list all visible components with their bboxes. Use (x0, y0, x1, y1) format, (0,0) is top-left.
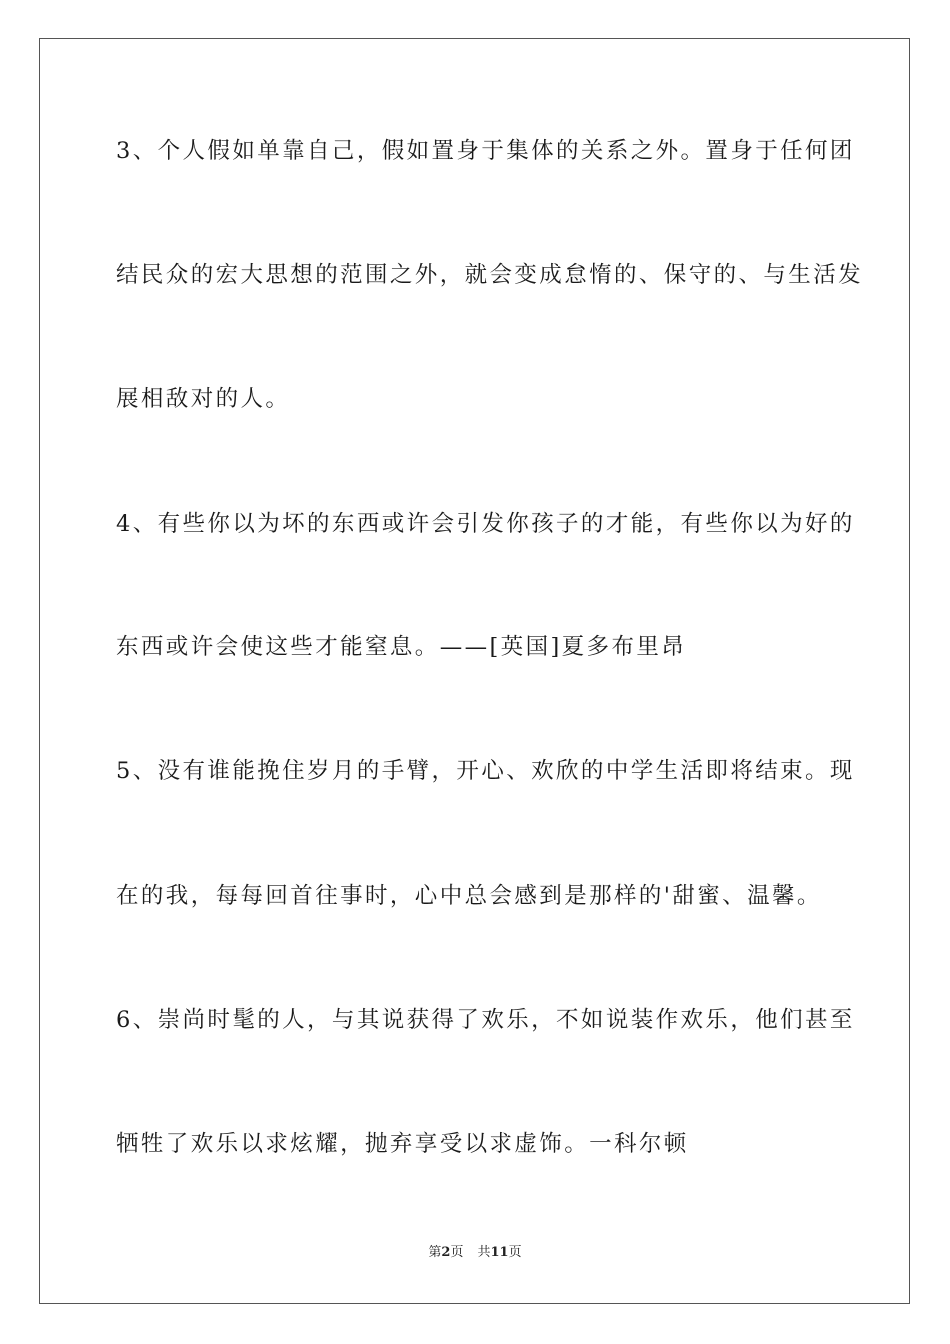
total-suffix: 页 (508, 1245, 522, 1260)
page-suffix: 页 (450, 1245, 464, 1260)
text-line: 3、个人假如单靠自己，假如置身于集体的关系之外。置身于任何团 (116, 138, 855, 164)
text-line: 东西或许会使这些才能窒息。——[英国]夏多布里昂 (116, 634, 687, 660)
text-line: 展相敌对的人。 (116, 386, 291, 412)
page-footer (0, 1244, 950, 1262)
text-line: 4、有些你以为坏的东西或许会引发你孩子的才能，有些你以为好的 (116, 511, 855, 537)
page-number: 2 (441, 1245, 451, 1260)
text-line: 牺牲了欢乐以求炫耀，抛弃享受以求虚饰。一科尔顿 (116, 1131, 689, 1157)
text-line: 6、崇尚时髦的人，与其说获得了欢乐，不如说装作欢乐，他们甚至 (116, 1007, 855, 1033)
page-label (428, 1245, 463, 1260)
text-line: 结民众的宏大思想的范围之外，就会变成怠惰的、保守的、与生活发 (116, 262, 864, 288)
text-line: 5、没有谁能挽住岁月的手臂，开心、欢欣的中学生活即将结束。现 (116, 758, 855, 784)
total-pages: 11 (490, 1245, 509, 1260)
total-prefix: 共 (477, 1245, 491, 1260)
page-prefix: 第 (428, 1245, 442, 1260)
text-line: 在的我，每每回首往事时，心中总会感到是那样的'甜蜜、温馨。 (116, 883, 822, 909)
total-pages-label (477, 1245, 521, 1260)
page-border (39, 38, 910, 1304)
